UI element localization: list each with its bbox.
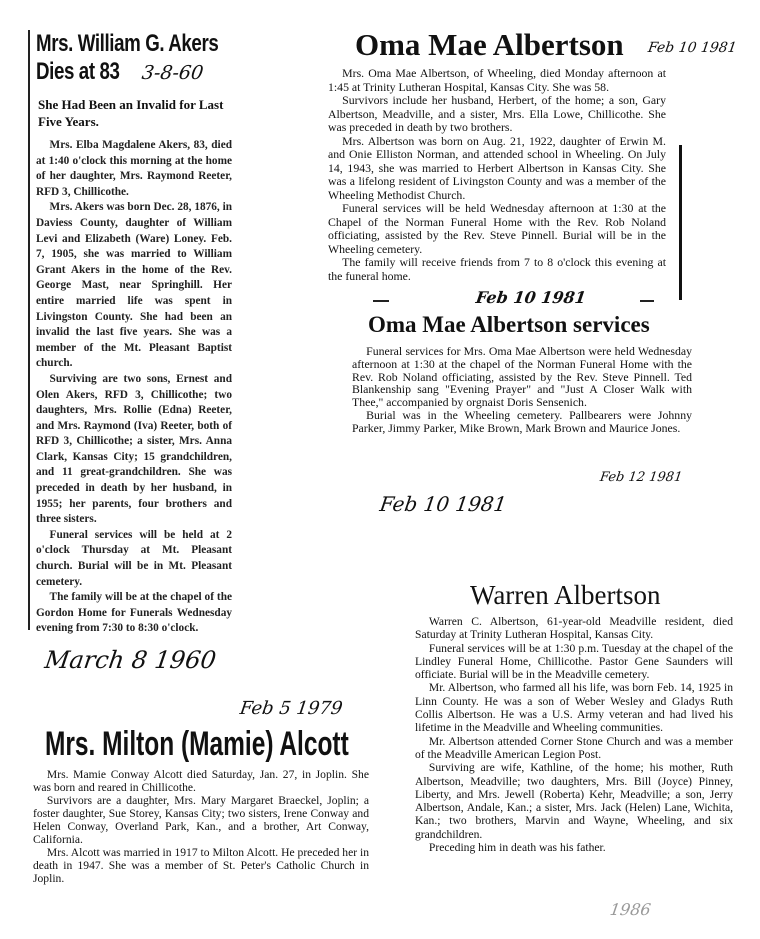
akers-body <box>36 138 232 637</box>
warren-paragraph: Surviving are wife, Kathline, of the home; his mother, Ruth Albertson, Meadville; two daughters, Mrs. Bill (Joyce) Pinney, Liberty, and Mrs. Jewell (Roberta) Kehr, Meadville; a son, Jerry Albertson, Andale, Kan.; a sister, Mrs. Jack (Helen) Lane, Wichita, Kan.; two brothers, Marvin and Wayne, Wheeling, and six grandchildren. <box>415 761 733 841</box>
oma-paragraph: Mrs. Oma Mae Albertson, of Wheeling, died Monday afternoon at 1:45 at Trinity Lutheran Hospital, Kansas City. She was 58. <box>328 66 666 94</box>
alcott-paragraph: Survivors are a daughter, Mrs. Mary Margaret Braeckel, Joplin; a foster daughter, Sue Storey, Kansas City; two sisters, Irene Conway and Helen Conway, Overland Park, Kan., and a brother, Art Conway, California. <box>33 794 369 846</box>
warren-headline: Warren Albertson <box>470 580 661 610</box>
oma-paragraph: Mrs. Albertson was born on Aug. 21, 1922, daughter of Erwin M. and Onie Elliston Norman, and attended school in Wheeling. On July 14, 1943, she was married to Herbert Albertson in Kansas City. She was a lifelong resident of Livingston County and was a member of the Wheeling Methodist Church. <box>328 133 666 202</box>
alcott-paragraph: Mrs. Alcott was married in 1917 to Milton Alcott. He preceded her in death in 1947. She was a member of St. Peter's Catholic Church in Joplin. <box>33 846 369 885</box>
akers-headline-line2: Dies at 83 <box>36 58 120 85</box>
akers-paragraph: Mrs. Akers was born Dec. 28, 1876, in Daviess County, daughter of William Levi and Elizabeth (Ware) Loney. Feb. 7, 1905, she was married to William Grant Akers in the home of the Rev. George Mast, near Springhill. Her entire married life was spent in Livingston County. She had been an invalid the last five years. She was a member of the Mt. Pleasant Baptist church. <box>36 201 232 370</box>
handwritten-date-feb: Feb 10 1981 <box>378 492 509 516</box>
akers-paragraph: Surviving are two sons, Ernest and Olen Akers, RFD 3, Chillicothe; two daughters, Mrs. Rollie (Edna) Reeter, and Mrs. Raymond (Iva) Reeter, both of RFD 3, Chillicothe; a sister, Mrs. Anna Clark, Kansas City; 15 grandchildren, and 11 great-grandchildren. She was preceded in death by her husband, in 1955; her parents, four brothers and three sisters. <box>36 372 232 526</box>
akers-handwritten-date: 3-8-60 <box>140 62 205 84</box>
scan-mark <box>373 300 389 302</box>
warren-paragraph: Warren C. Albertson, 61-year-old Meadville resident, died Saturday at Trinity Lutheran Hospital, Kansas City. <box>415 615 733 642</box>
alcott-headline: Mrs. Milton (Mamie) Alcott <box>45 725 349 763</box>
scan-mark <box>640 300 654 302</box>
akers-paragraph: Mrs. Elba Magdalene Akers, 83, died at 1:40 o'clock this morning at the home of her daughter, Mrs. Raymond Reeter, RFD 3, Chillicothe. <box>36 139 232 198</box>
akers-headline-line1: Mrs. William G. Akers <box>36 30 219 57</box>
services-handwritten-date: Feb 12 1981 <box>598 470 684 485</box>
warren-paragraph: Funeral services will be at 1:30 p.m. Tuesday at the chapel of the Lindley Funeral Home, Chillicothe. Pastor Gene Saunders will officiate. Burial will be in the Meadville cemetery. <box>415 641 733 682</box>
warren-paragraph: Mr. Albertson attended Corner Stone Church and was a member of the Meadville American Legion Post. <box>415 734 733 761</box>
margin-rule <box>679 145 682 300</box>
akers-paragraph: Funeral services will be held at 2 o'clock Thursday at Mt. Pleasant church. Burial will be in Mt. Pleasant cemetery. <box>36 528 232 588</box>
oma-paragraph: Survivors include her husband, Herbert, of the home; a son, Gary Albertson, Meadville, and a sister, Mrs. Ella Lowe, Chillicothe. She was preceded in death by two brothers. <box>328 93 666 134</box>
services-body <box>352 345 692 435</box>
akers-obituary-clipping <box>28 30 232 635</box>
alcott-paragraph: Mrs. Mamie Conway Alcott died Saturday, Jan. 27, in Joplin. She was born and reared in Chillicothe. <box>33 768 369 794</box>
alcott-body <box>33 768 369 885</box>
oma-paragraph: Funeral services will be held Wednesday afternoon at 1:30 at the Chapel of the Norman Funeral Home with the Rev. Rob Noland officiating, assisted by the Rev. Steve Pinnell. Burial will be in the Wheeling cemetery. <box>328 201 666 256</box>
services-headline: Oma Mae Albertson services <box>368 312 650 337</box>
warren-body <box>415 615 733 854</box>
oma-headline: Oma Mae Albertson <box>355 27 624 62</box>
akers-subheadline: She Had Been an Invalid for Last Five Years. <box>38 97 224 129</box>
warren-paragraph: Preceding him in death was his father. <box>428 841 606 855</box>
alcott-handwritten-date: Feb 5 1979 <box>238 698 344 719</box>
oma-paragraph: The family will receive friends from 7 to 8 o'clock this evening at the funeral home. <box>328 255 666 283</box>
akers-paragraph: The family will be at the chapel of the Gordon Home for Funerals Wednesday evening from 7:30 to 8:30 o'clock. <box>36 591 232 635</box>
services-paragraph: Burial was in the Wheeling cemetery. Pallbearers were Johnny Parker, Jimmy Parker, Mike Brown, Mark Brown and Maurice Jones. <box>352 407 692 435</box>
oma-handwritten-date-overlay: Feb 10 1981 <box>646 40 738 56</box>
faint-stamp-date: 1986 <box>608 900 653 919</box>
services-paragraph: Funeral services for Mrs. Oma Mae Albertson were held Wednesday afternoon at 1:30 at the chapel of the Norman Funeral Home with the Rev. Rob Noland officiating, assisted by the Rev. Steve Pinnell. Ted Blankenship sang "Evening Prayer" and "Just A Closer Walk with Thee," accompanied by orgnaist Doris Sensenich. <box>352 344 692 410</box>
warren-paragraph: Mr. Albertson, who farmed all his life, was born Feb. 14, 1925 in Linn County. He was a son of Weber Wesley and Gladys Ruth Collis Albertson. He was a U.S. Army veteran and had lived his lifetime in the Meadville and Wheeling communities. <box>415 681 733 735</box>
oma-handwritten-date-bottom: Feb 10 1981 <box>474 288 588 307</box>
oma-body <box>328 67 666 283</box>
handwritten-date-march: March 8 1960 <box>43 646 218 674</box>
